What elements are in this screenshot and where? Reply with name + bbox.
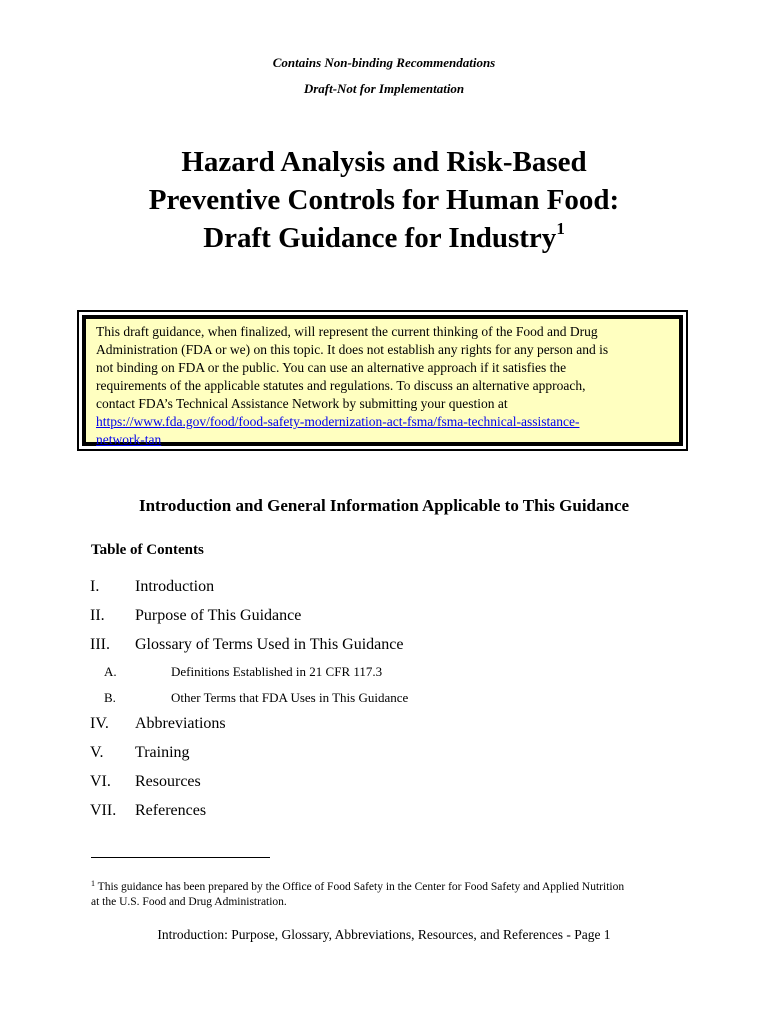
section-heading: Introduction and General Information Applicable to This Guidance — [138, 496, 630, 515]
nonbinding-header: Contains Non-binding Recommendations — [272, 55, 496, 70]
notice-line: This draft guidance, when finalized, will represent the current thinking of the Food and Drug — [96, 324, 598, 339]
toc-item-label: References — [135, 802, 207, 819]
footnote-divider — [91, 857, 270, 858]
title-line-3-text: Draft Guidance for Industry — [203, 222, 557, 254]
toc-heading: Table of Contents — [91, 542, 204, 558]
tan-link-part-1[interactable]: https://www.fda.gov/food/food-safety-modernization-act-fsma/fsma-technical-assistance- — [96, 414, 580, 429]
draft-header: Draft-Not for Implementation — [303, 81, 465, 96]
tan-link-part-2[interactable]: network-tan — [96, 432, 162, 447]
toc-item-label: Abbreviations — [135, 715, 226, 732]
document-title — [0, 143, 768, 257]
guidance-notice-box — [77, 310, 688, 451]
toc-subitem-letter: B. — [104, 690, 116, 705]
notice-link-line-2 — [96, 431, 669, 449]
toc-subitem-label: Definitions Established in 21 CFR 117.3 — [171, 664, 383, 679]
footnote-mark: 1 — [91, 879, 95, 888]
title-line-2: Preventive Controls for Human Food: — [148, 184, 620, 216]
toc-item-number: II. — [90, 607, 105, 624]
footnote-text-1: This guidance has been prepared by the Office of Food Safety in the Center for Food Safety and Applied Nutrition — [95, 881, 625, 893]
title-line-3 — [0, 219, 768, 257]
toc-subitem-letter: A. — [104, 664, 117, 679]
toc-item-label: Training — [135, 744, 190, 761]
notice-line: contact FDA’s Technical Assistance Network by submitting your question at — [96, 396, 508, 411]
footnote — [91, 880, 691, 910]
toc-item-number: VI. — [90, 773, 111, 790]
toc-item-label: Introduction — [135, 578, 215, 595]
toc-subitem-label: Other Terms that FDA Uses in This Guidance — [171, 690, 409, 705]
toc-item-label: Glossary of Terms Used in This Guidance — [135, 636, 404, 653]
notice-line: Administration (FDA or we) on this topic. It does not establish any rights for any person and is — [96, 342, 609, 357]
page-footer: Introduction: Purpose, Glossary, Abbreviations, Resources, and References - Page 1 — [157, 927, 611, 942]
guidance-notice-content — [82, 315, 683, 446]
title-footnote-mark: 1 — [556, 219, 565, 238]
title-line-1: Hazard Analysis and Risk-Based — [181, 146, 587, 178]
footnote-line-1 — [91, 880, 691, 895]
notice-line: requirements of the applicable statutes and regulations. To discuss an alternative approach, — [96, 378, 586, 393]
toc-item-number: IV. — [90, 715, 109, 732]
toc-item-number: I. — [90, 578, 100, 595]
toc-item-label: Purpose of This Guidance — [135, 607, 302, 624]
toc-item-number: V. — [90, 744, 104, 761]
toc-item-number: VII. — [90, 802, 117, 819]
toc-item-label: Resources — [135, 773, 201, 790]
notice-line: not binding on FDA or the public. You can use an alternative approach if it satisfies the — [96, 360, 567, 375]
notice-trailing-period: . — [161, 432, 165, 447]
toc-item-number: III. — [90, 636, 110, 653]
footnote-line-2: at the U.S. Food and Drug Administration. — [91, 896, 287, 908]
notice-link-line-1 — [96, 413, 669, 431]
